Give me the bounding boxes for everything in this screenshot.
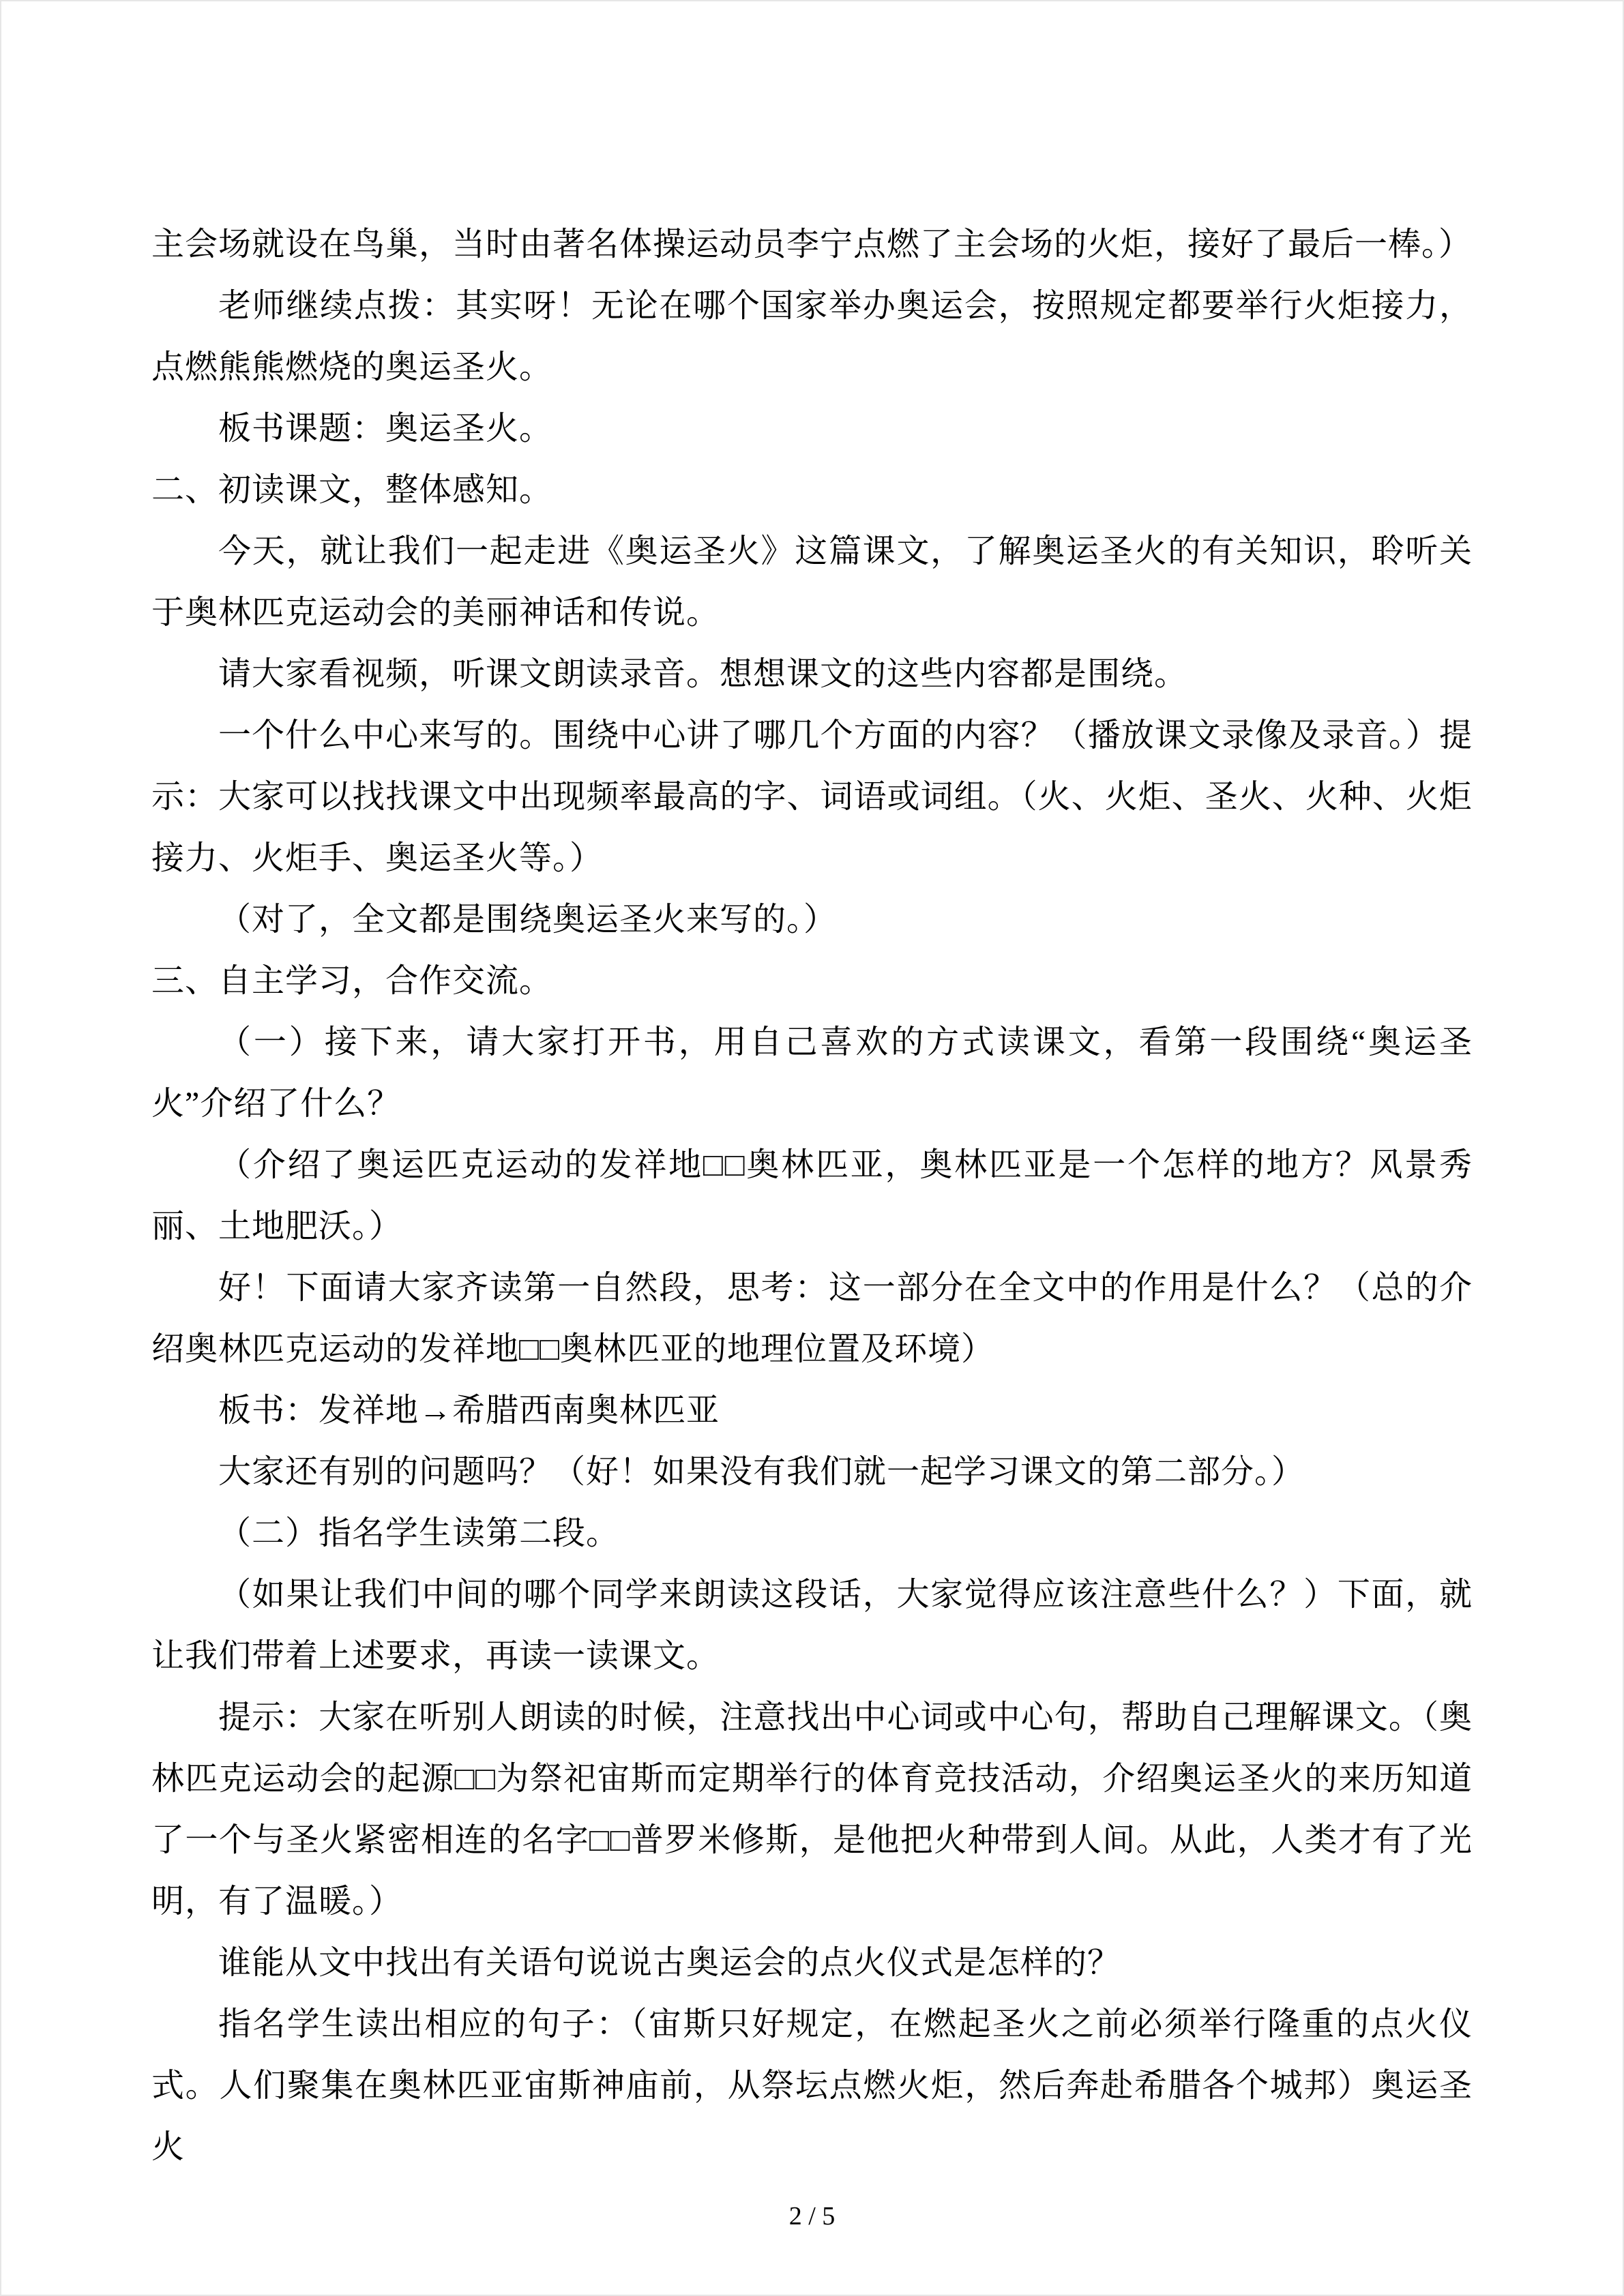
paragraph: 指名学生读出相应的句子：（宙斯只好规定，在燃起圣火之前必须举行隆重的点火仪式。人们聚集在奥林匹亚宙斯神庙前，从祭坛点燃火炬，然后奔赴希腊各个城邦）奥运圣火 [151, 2006, 1473, 2165]
paragraph: （对了，全文都是围绕奥运圣火来写的。） [218, 901, 838, 938]
paragraph: 请大家看视频，听课文朗读录音。想想课文的这些内容都是围绕。 [218, 656, 1188, 692]
section-heading: 二、初读课文，整体感知。 [151, 472, 553, 508]
paragraph: （介绍了奥运匹克运动的发祥地□□奥林匹亚，奥林匹亚是一个怎样的地方？风景秀丽、土地肥沃。） [151, 1147, 1473, 1244]
paragraph: （二）指名学生读第二段。 [218, 1515, 620, 1551]
paragraph: 一个什么中心来写的。围绕中心讲了哪几个方面的内容？（播放课文录像及录音。）提示：大家可以找找课文中出现频率最高的字、词语或词组。（火、火炬、圣火、火种、火炬接力、火炬手、奥运圣火等。） [151, 717, 1473, 876]
paragraph: （一）接下来，请大家打开书，用自己喜欢的方式读课文，看第一段围绕“奥运圣火”介绍了什么？ [151, 1024, 1473, 1122]
section-heading: 三、自主学习，合作交流。 [151, 963, 553, 999]
paragraph: 大家还有别的问题吗？（好！如果没有我们就一起学习课文的第二部分。） [218, 1454, 1305, 1490]
paragraph: 提示：大家在听别人朗读的时候，注意找出中心词或中心句，帮助自己理解课文。（奥林匹克运动会的起源□□为祭祀宙斯而定期举行的体育竞技活动，介绍奥运圣火的来历知道了一个与圣火紧密相连的名字□□普罗米修斯，是他把火种带到人间。从此，人类才有了光明，有了温暖。） [151, 1699, 1473, 1920]
paragraph: 老师继续点拨：其实呀！无论在哪个国家举办奥运会，按照规定都要举行火炬接力，点燃熊熊燃烧的奥运圣火。 [151, 288, 1473, 385]
page-number: 2 / 5 [788, 2202, 836, 2231]
paragraph: 谁能从文中找出有关语句说说古奥运会的点火仪式是怎样的？ [218, 1945, 1121, 1981]
paragraph: 板书：发祥地→希腊西南奥林匹亚 [218, 1392, 720, 1429]
paragraph: 板书课题：奥运圣火。 [218, 411, 553, 447]
paragraph: （如果让我们中间的哪个同学来朗读这段话，大家觉得应该注意些什么？）下面，就让我们带着上述要求，再读一读课文。 [151, 1577, 1473, 1674]
paragraph: 今天，就让我们一起走进《奥运圣火》这篇课文，了解奥运圣火的有关知识，聆听关于奥林匹克运动会的美丽神话和传说。 [151, 533, 1473, 631]
document-body [151, 214, 1473, 2178]
paragraph: 好！下面请大家齐读第一自然段，思考：这一部分在全文中的作用是什么？（总的介绍奥林匹克运动的发祥地□□奥林匹亚的地理位置及环境） [151, 1270, 1473, 1367]
paragraph: 主会场就设在鸟巢，当时由著名体操运动员李宁点燃了主会场的火炬，接好了最后一棒。） [151, 226, 1473, 263]
